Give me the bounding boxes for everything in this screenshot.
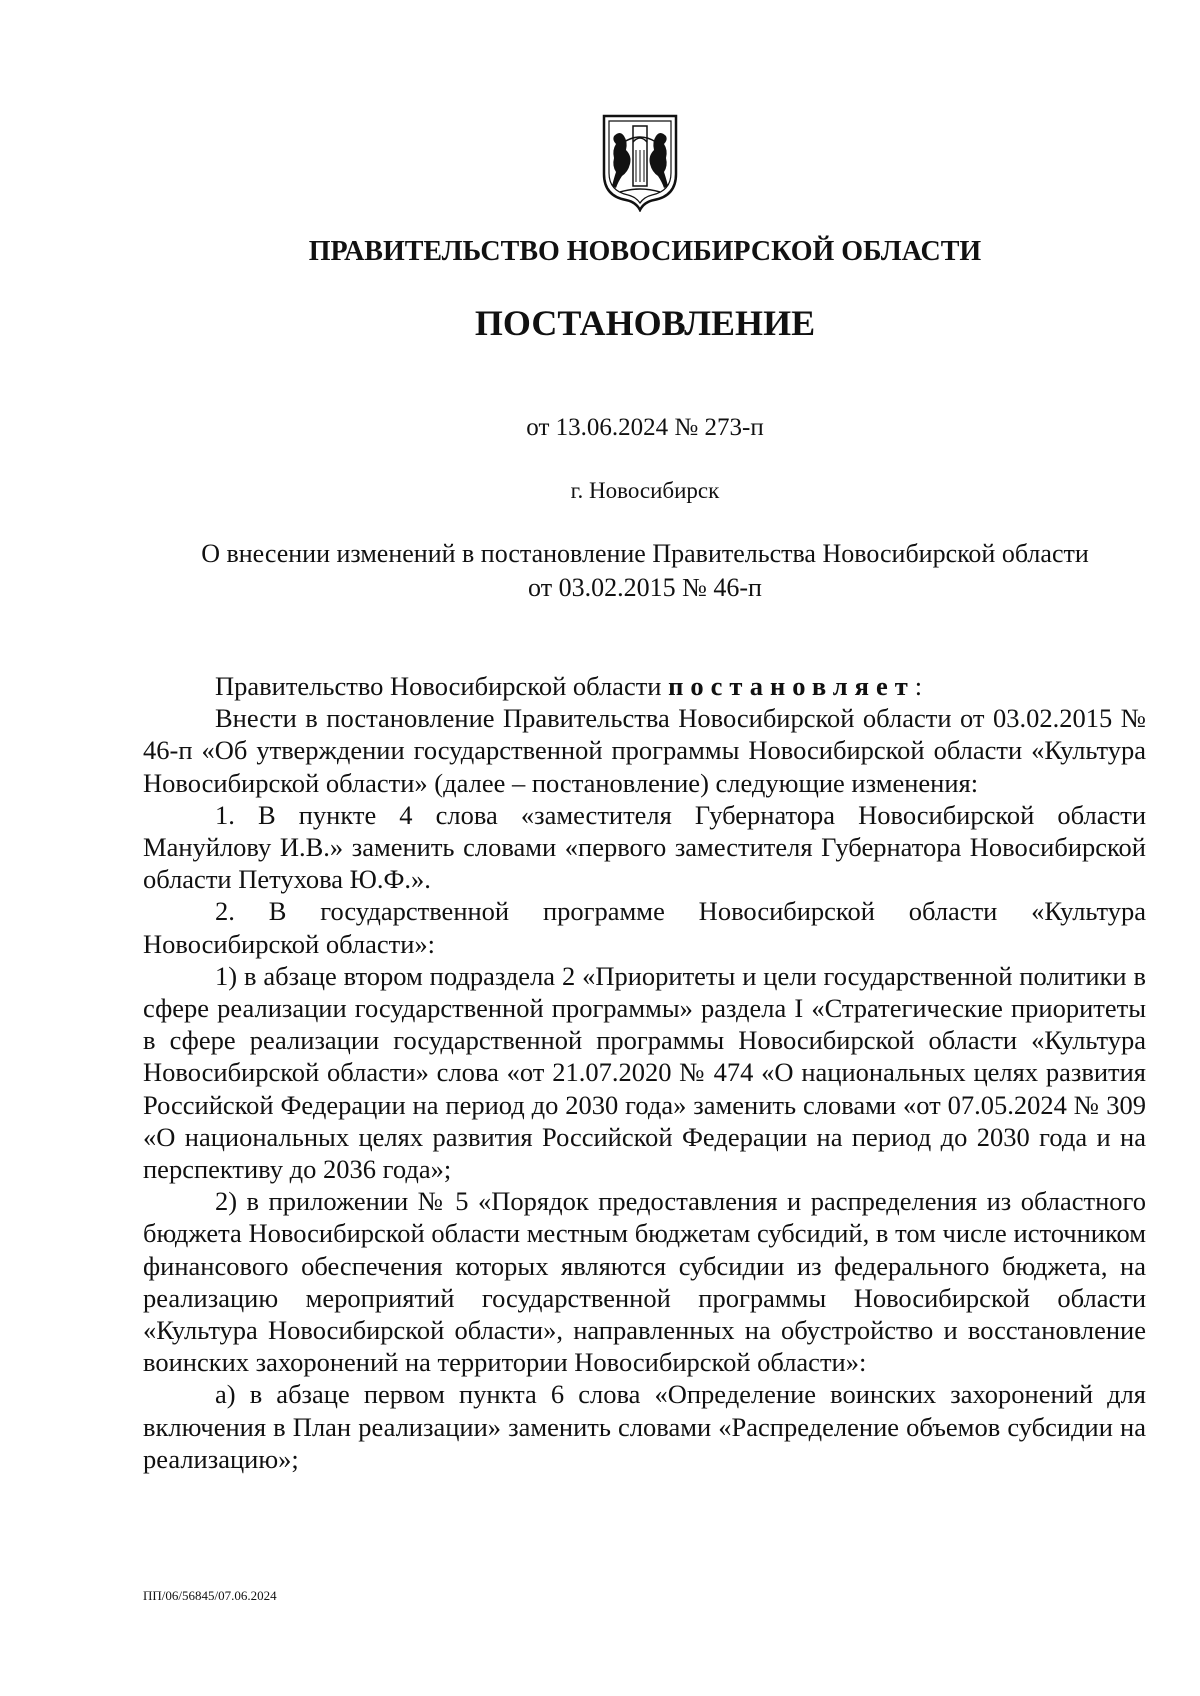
intro-paragraph [143, 670, 1146, 702]
paragraph-subitem-1: 1) в абзаце втором подраздела 2 «Приоритеты и цели государственной политики в сфере реализации государственной программы» раздела I «Стратегические приоритеты в сфере реализации государственной программы Новосибирской области «Культура Новосибирской области» слова «от 21.07.2020 № 474 «О национальных целях развития Российской Федерации на период до 2030 года» заменить словами «от 07.05.2024 № 309 «О национальных целях развития Российской Федерации на период до 2030 года и на перспективу до 2036 года»; [143, 960, 1146, 1185]
document-subject [140, 537, 1150, 605]
date-prefix: от [526, 414, 550, 441]
number-prefix: № [674, 414, 699, 441]
intro-end: : [914, 671, 923, 701]
paragraph-item-1: 1. В пункте 4 слова «заместителя Губернатора Новосибирской области Мануйлову И.В.» заменить словами «первого заместителя Губернатора Новосибирской области Петухова Ю.Ф.». [143, 799, 1146, 895]
organization-title: ПРАВИТЕЛЬСТВО НОВОСИБИРСКОЙ ОБЛАСТИ [308, 236, 982, 267]
document-date: 13.06.2024 [555, 414, 669, 441]
paragraph-subitem-2: 2) в приложении № 5 «Порядок предоставления и распределения из областного бюджета Новосибирской области местным бюджетам субсидий, в том числе источником финансового обеспечения которых являются субсидии из федерального бюджета, на реализацию мероприятий государственной программы Новосибирской области «Культура Новосибирской области», направленных на обустройство и восстановление воинских захоронений на территории Новосибирской области»: [143, 1186, 1146, 1378]
document-city: г. Новосибирск [570, 478, 720, 503]
document-number: 273-п [704, 414, 764, 441]
document-body [143, 670, 1146, 1475]
intro-start: Правительство Новосибирской области [215, 671, 669, 701]
document-date-line [0, 414, 1200, 442]
subject-line-2: от 03.02.2015 № 46-п [528, 573, 762, 602]
decree-word: постановляет [668, 671, 915, 701]
paragraph-amend: Внести в постановление Правительства Новосибирской области от 03.02.2015 № 46-п «Об утверждении государственной программы Новосибирской области «Культура Новосибирской области» (далее – постановление) следующие изменения: [143, 703, 1146, 798]
subject-line-1: О внесении изменений в постановление Правительства Новосибирской области [201, 539, 1089, 568]
coat-of-arms-icon [600, 112, 680, 212]
paragraph-subitem-a: а) в абзаце первом пункта 6 слова «Определение воинских захоронений для включения в План реализации» заменить словами «Распределение объемов субсидии на реализацию»; [143, 1379, 1146, 1474]
footer-code: ПП/06/56845/07.06.2024 [143, 1588, 277, 1603]
document-type: ПОСТАНОВЛЕНИЕ [474, 303, 816, 343]
paragraph-item-2: 2. В государственной программе Новосибирской области «Культура Новосибирской области»: [143, 896, 1146, 959]
